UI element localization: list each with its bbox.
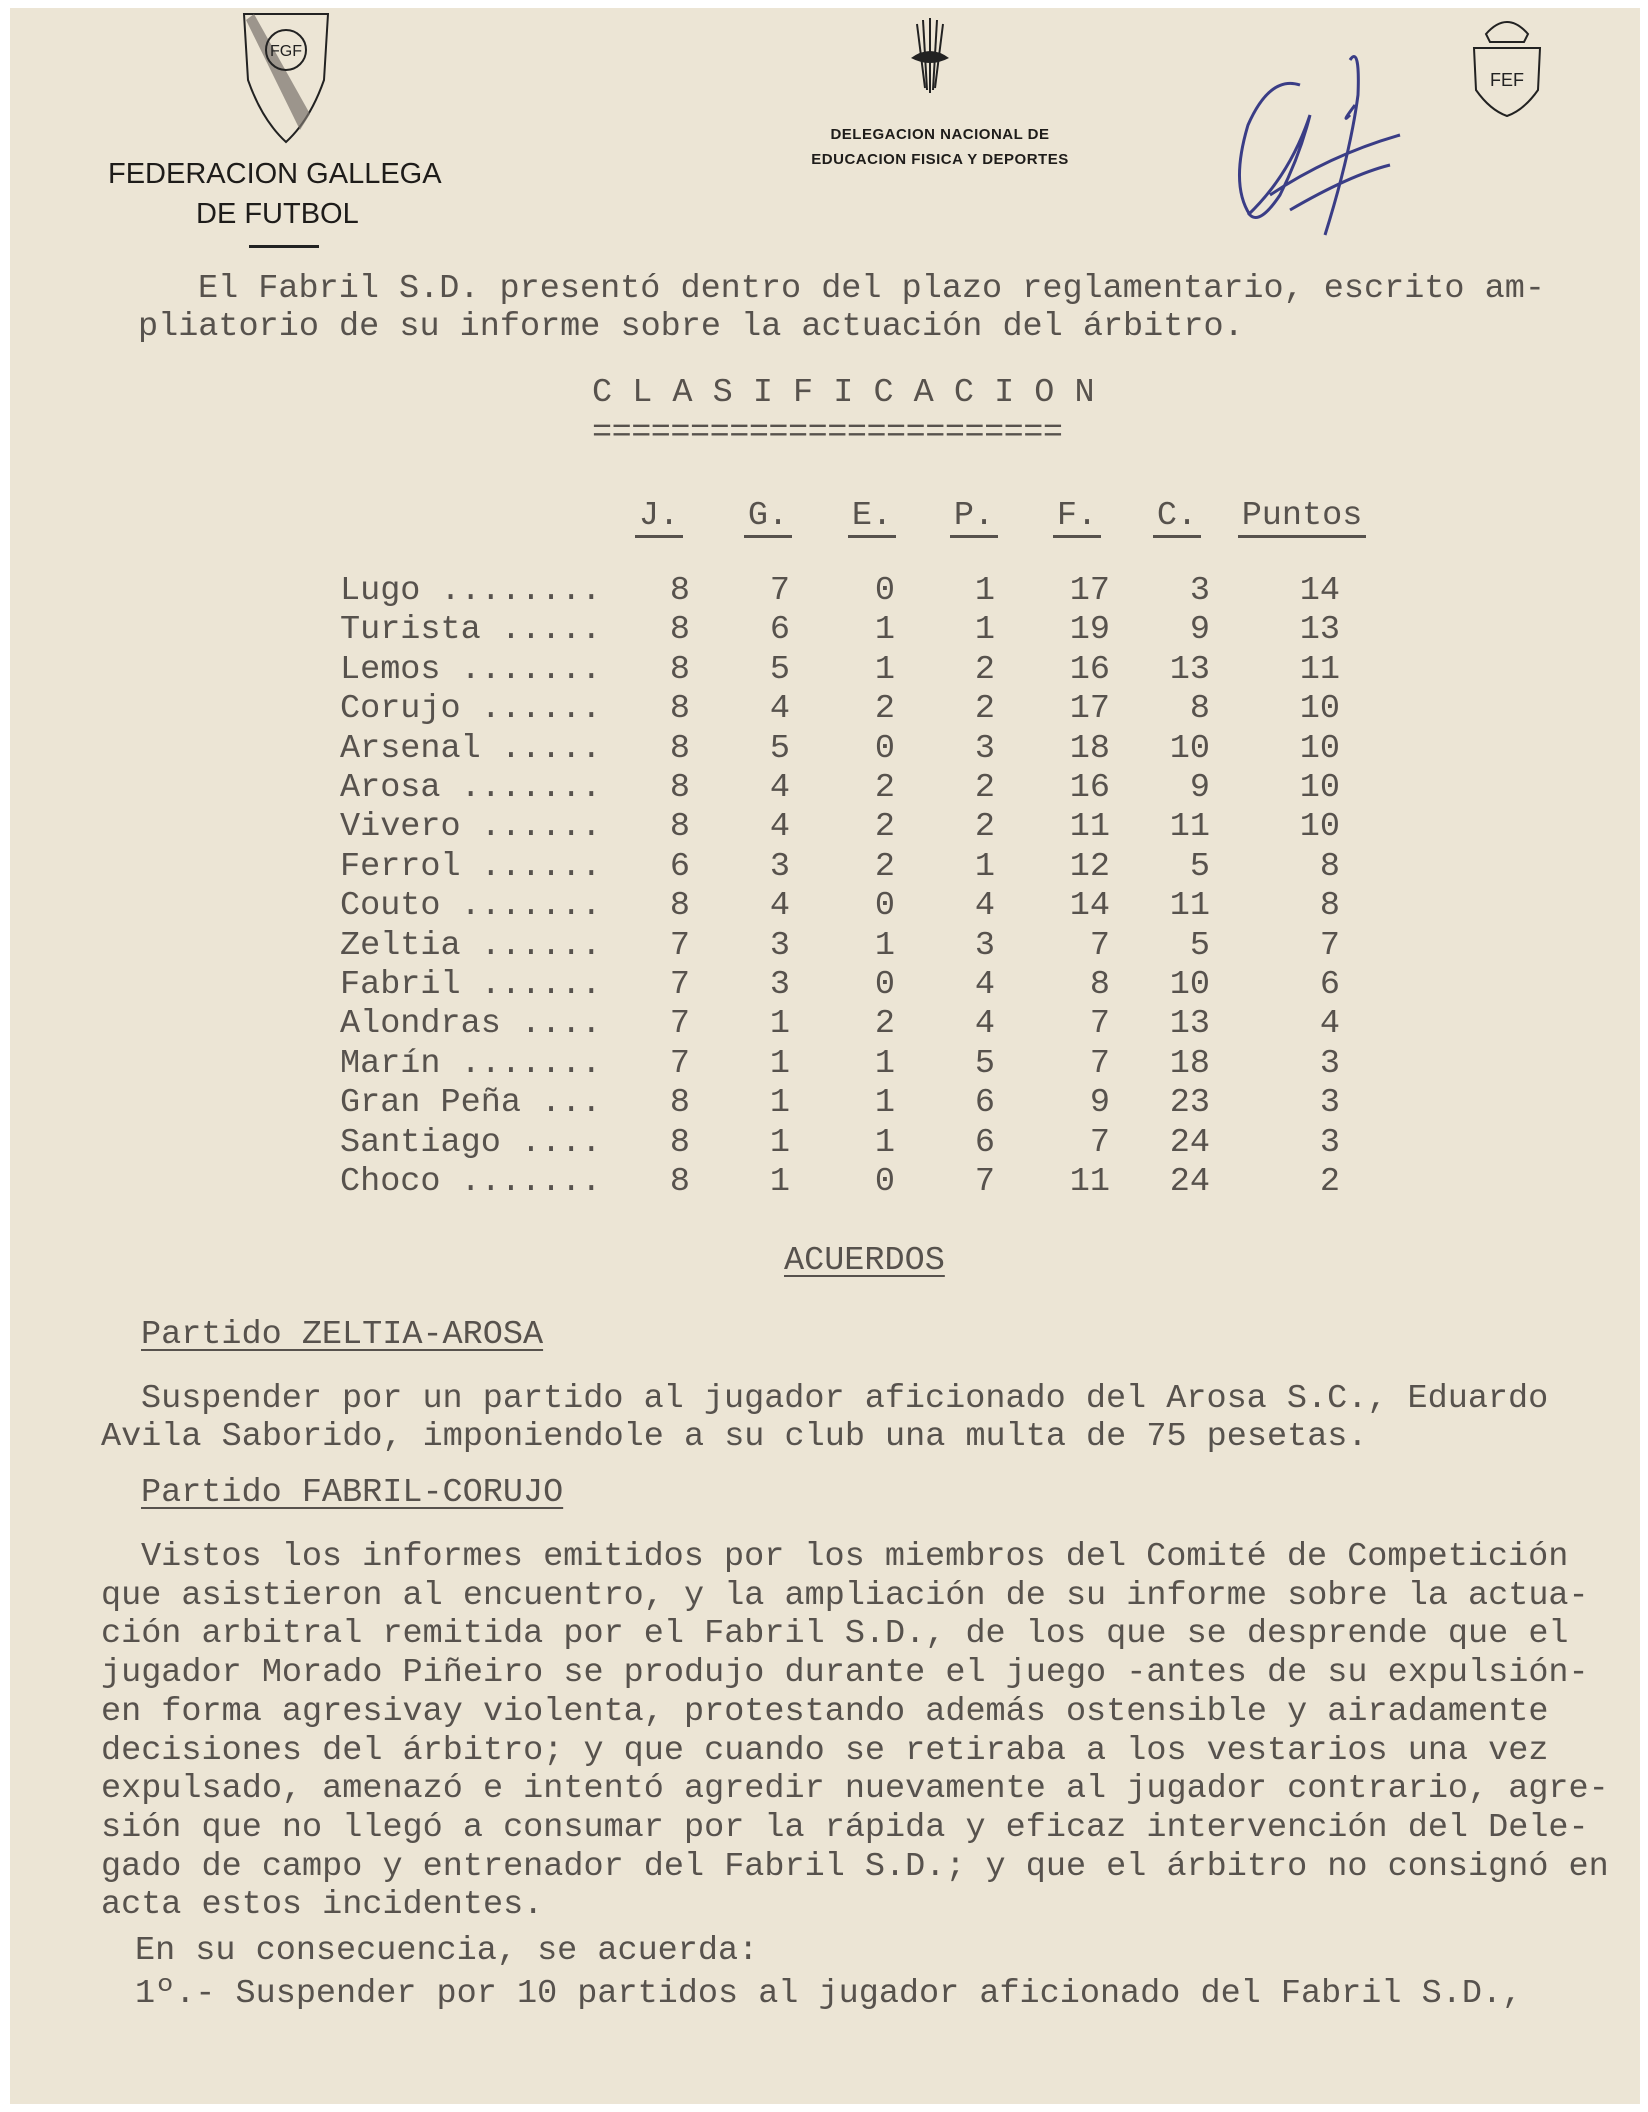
fasces-emblem xyxy=(905,18,955,93)
match2-line: jugador Morado Piñeiro se produjo durante el juego -antes de su expulsión- xyxy=(101,1654,1589,1693)
table-cell: 0 xyxy=(874,966,895,1004)
team-name: Turista ..... xyxy=(340,611,602,650)
table-cell: 3 xyxy=(974,729,995,768)
table-cell: 17 xyxy=(1069,690,1110,729)
team-name: Corujo ...... xyxy=(340,690,602,729)
table-cell: 4 xyxy=(769,808,790,847)
letterhead-divider xyxy=(249,245,319,248)
table-cell: 7 xyxy=(1089,1123,1110,1162)
match2-line: ción arbitral remitida por el Fabril S.D., de los que se desprende que el xyxy=(101,1615,1569,1654)
federation-name-line2: DE FUTBOL xyxy=(196,198,359,230)
table-cell: 24 xyxy=(1169,1123,1210,1162)
table-cell: 5 xyxy=(1189,926,1210,965)
table-cell: 10 xyxy=(1169,729,1210,768)
table-cell: 4 xyxy=(769,769,790,807)
table-cell: 1 xyxy=(769,1044,790,1083)
table-cell: 11 xyxy=(1069,1163,1110,1201)
match2-line: Vistos los informes emitidos por los miembros del Comité de Competición xyxy=(141,1538,1569,1576)
table-cell: 1 xyxy=(874,926,895,965)
table-cell: 7 xyxy=(1089,926,1110,965)
table-cell: 7 xyxy=(974,1163,995,1201)
table-cell: 9 xyxy=(1089,1084,1110,1123)
table-cell: 8 xyxy=(669,808,690,847)
header-j: J. xyxy=(635,497,683,538)
table-cell: 4 xyxy=(769,690,790,729)
table-cell: 9 xyxy=(1189,611,1210,650)
table-cell: 9 xyxy=(1189,769,1210,807)
team-name: Choco ....... xyxy=(340,1163,602,1201)
header-puntos: Puntos xyxy=(1238,497,1367,538)
table-cell: 3 xyxy=(769,847,790,886)
team-name: Alondras .... xyxy=(340,1005,602,1044)
table-cell: 1 xyxy=(874,611,895,650)
table-cell: 14 xyxy=(1069,887,1110,926)
table-cell: 13 xyxy=(1299,611,1340,650)
table-cell: 2 xyxy=(874,690,895,729)
table-cell: 2 xyxy=(974,808,995,847)
match2-line: decisiones del árbitro; y que cuando se retiraba a los vestarios una vez xyxy=(101,1731,1549,1770)
table-cell: 11 xyxy=(1169,887,1210,926)
table-cell: 8 xyxy=(1319,847,1340,886)
table-cell: 3 xyxy=(1189,572,1210,610)
table-cell: 1 xyxy=(874,1123,895,1162)
table-cell: 5 xyxy=(769,729,790,768)
team-name: Vivero ...... xyxy=(340,808,602,847)
table-cell: 13 xyxy=(1169,1005,1210,1044)
table-cell: 1 xyxy=(769,1084,790,1123)
table-cell: 1 xyxy=(769,1005,790,1044)
delegation-name-line2: EDUCACION FISICA Y DEPORTES xyxy=(811,151,1069,168)
classification-rule: ======================== xyxy=(592,414,1063,452)
table-cell: 7 xyxy=(1089,1005,1110,1044)
table-cell: 17 xyxy=(1069,572,1110,610)
table-cell: 8 xyxy=(669,729,690,768)
classification-title: C L A S I F I C A C I O N xyxy=(592,374,1095,412)
table-cell: 8 xyxy=(669,769,690,807)
acuerdos-heading: ACUERDOS xyxy=(784,1242,945,1280)
table-cell: 8 xyxy=(669,572,690,610)
team-name: Santiago .... xyxy=(340,1123,602,1162)
table-cell: 6 xyxy=(1319,966,1340,1004)
table-cell: 8 xyxy=(669,1123,690,1162)
table-cell: 7 xyxy=(769,572,790,610)
match2-line: gado de campo y entrenador del Fabril S.D.; y que el árbitro no consignó en xyxy=(101,1847,1609,1886)
header-e: E. xyxy=(848,497,896,538)
table-cell: 3 xyxy=(769,966,790,1004)
table-cell: 8 xyxy=(669,690,690,729)
table-cell: 10 xyxy=(1299,808,1340,847)
table-cell: 6 xyxy=(974,1123,995,1162)
header-f: F. xyxy=(1053,497,1101,538)
table-cell: 3 xyxy=(974,926,995,965)
table-cell: 2 xyxy=(1319,1163,1340,1201)
team-name: Lugo ........ xyxy=(340,572,602,610)
table-cell: 0 xyxy=(874,572,895,610)
header-g: G. xyxy=(744,497,792,538)
table-cell: 10 xyxy=(1169,966,1210,1004)
table-cell: 5 xyxy=(974,1044,995,1083)
team-name: Fabril ...... xyxy=(340,966,602,1004)
match1-title: Partido ZELTIA-AROSA xyxy=(141,1316,544,1354)
table-cell: 23 xyxy=(1169,1084,1210,1123)
team-name: Zeltia ...... xyxy=(340,926,602,965)
table-cell: 6 xyxy=(669,847,690,886)
table-cell: 7 xyxy=(669,1044,690,1083)
intro-line-2: pliatorio de su informe sobre la actuación del árbitro. xyxy=(138,308,1244,346)
consequence-line: En su consecuencia, se acuerda: xyxy=(135,1932,759,1970)
table-cell: 2 xyxy=(874,808,895,847)
table-cell: 1 xyxy=(974,847,995,886)
table-cell: 2 xyxy=(874,769,895,807)
table-cell: 1 xyxy=(769,1123,790,1162)
table-cell: 11 xyxy=(1169,808,1210,847)
svg-text:FGF: FGF xyxy=(270,43,302,60)
table-cell: 0 xyxy=(874,1163,895,1201)
table-cell: 5 xyxy=(769,650,790,689)
svg-text:FEF: FEF xyxy=(1490,70,1524,90)
table-cell: 13 xyxy=(1169,650,1210,689)
table-cell: 6 xyxy=(769,611,790,650)
resolution-item-1: 1º.- Suspender por 10 partidos al jugador aficionado del Fabril S.D., xyxy=(135,1975,1523,2013)
table-cell: 1 xyxy=(974,572,995,610)
table-cell: 4 xyxy=(974,887,995,926)
table-cell: 24 xyxy=(1169,1163,1210,1201)
table-cell: 7 xyxy=(1319,926,1340,965)
table-cell: 2 xyxy=(974,690,995,729)
table-cell: 3 xyxy=(1319,1044,1340,1083)
spanish-federation-crest xyxy=(1466,10,1548,118)
table-cell: 7 xyxy=(669,1005,690,1044)
team-name: Lemos ....... xyxy=(340,650,602,689)
match2-line: expulsado, amenazó e intentó agredir nuevamente al jugador contrario, agre- xyxy=(101,1770,1609,1809)
team-name: Ferrol ...... xyxy=(340,847,602,886)
table-cell: 3 xyxy=(1319,1084,1340,1123)
table-cell: 8 xyxy=(1089,966,1110,1004)
table-cell: 6 xyxy=(974,1084,995,1123)
match1-line-1: Suspender por un partido al jugador aficionado del Arosa S.C., Eduardo xyxy=(141,1380,1549,1418)
table-cell: 8 xyxy=(669,887,690,926)
table-cell: 2 xyxy=(974,769,995,807)
match1-line-2: Avila Saborido, imponiendole a su club una multa de 75 pesetas. xyxy=(101,1418,1368,1456)
match2-line: sión que no llegó a consumar por la rápida y eficaz intervención del Dele- xyxy=(101,1808,1589,1847)
table-cell: 2 xyxy=(874,847,895,886)
team-name: Couto ....... xyxy=(340,887,602,926)
table-cell: 10 xyxy=(1299,769,1340,807)
header-p: P. xyxy=(950,497,998,538)
table-cell: 8 xyxy=(669,611,690,650)
match2-title: Partido FABRIL-CORUJO xyxy=(141,1474,564,1512)
match2-line: que asistieron al encuentro, y la ampliación de su informe sobre la actua- xyxy=(101,1576,1589,1615)
table-cell: 2 xyxy=(974,650,995,689)
table-cell: 3 xyxy=(769,926,790,965)
table-cell: 7 xyxy=(669,926,690,965)
table-cell: 11 xyxy=(1299,650,1340,689)
table-cell: 18 xyxy=(1069,729,1110,768)
table-cell: 4 xyxy=(769,887,790,926)
table-cell: 4 xyxy=(974,1005,995,1044)
table-cell: 16 xyxy=(1069,650,1110,689)
table-cell: 7 xyxy=(1089,1044,1110,1083)
header-c: C. xyxy=(1153,497,1201,538)
table-cell: 8 xyxy=(669,650,690,689)
table-cell: 0 xyxy=(874,729,895,768)
team-name: Gran Peña ... xyxy=(340,1084,602,1123)
handwritten-signature xyxy=(1230,35,1420,250)
table-cell: 8 xyxy=(669,1084,690,1123)
table-cell: 0 xyxy=(874,887,895,926)
table-cell: 14 xyxy=(1299,572,1340,610)
match2-line: acta estos incidentes. xyxy=(101,1886,544,1925)
table-cell: 4 xyxy=(974,966,995,1004)
federation-name-line1: FEDERACION GALLEGA xyxy=(108,158,442,190)
table-cell: 1 xyxy=(874,1084,895,1123)
team-name: Arosa ....... xyxy=(340,769,602,807)
table-cell: 10 xyxy=(1299,690,1340,729)
table-cell: 18 xyxy=(1169,1044,1210,1083)
match2-line: en forma agresivay violenta, protestando además ostensible y airadamente xyxy=(101,1692,1549,1731)
table-cell: 11 xyxy=(1069,808,1110,847)
table-cell: 3 xyxy=(1319,1123,1340,1162)
table-cell: 1 xyxy=(769,1163,790,1201)
team-name: Arsenal ..... xyxy=(340,729,602,768)
team-name: Marín ....... xyxy=(340,1044,602,1083)
delegation-name-line1: DELEGACION NACIONAL DE xyxy=(830,126,1050,143)
table-cell: 8 xyxy=(1319,887,1340,926)
table-cell: 16 xyxy=(1069,769,1110,807)
table-cell: 8 xyxy=(1189,690,1210,729)
table-cell: 1 xyxy=(874,650,895,689)
table-cell: 8 xyxy=(669,1163,690,1201)
table-cell: 2 xyxy=(874,1005,895,1044)
table-cell: 1 xyxy=(974,611,995,650)
table-cell: 5 xyxy=(1189,847,1210,886)
table-cell: 19 xyxy=(1069,611,1110,650)
table-cell: 4 xyxy=(1319,1005,1340,1044)
table-cell: 10 xyxy=(1299,729,1340,768)
intro-line-1: El Fabril S.D. presentó dentro del plazo reglamentario, escrito am- xyxy=(198,270,1545,308)
table-cell: 7 xyxy=(669,966,690,1004)
federation-shield-emblem xyxy=(240,10,332,145)
table-cell: 1 xyxy=(874,1044,895,1083)
table-cell: 12 xyxy=(1069,847,1110,886)
